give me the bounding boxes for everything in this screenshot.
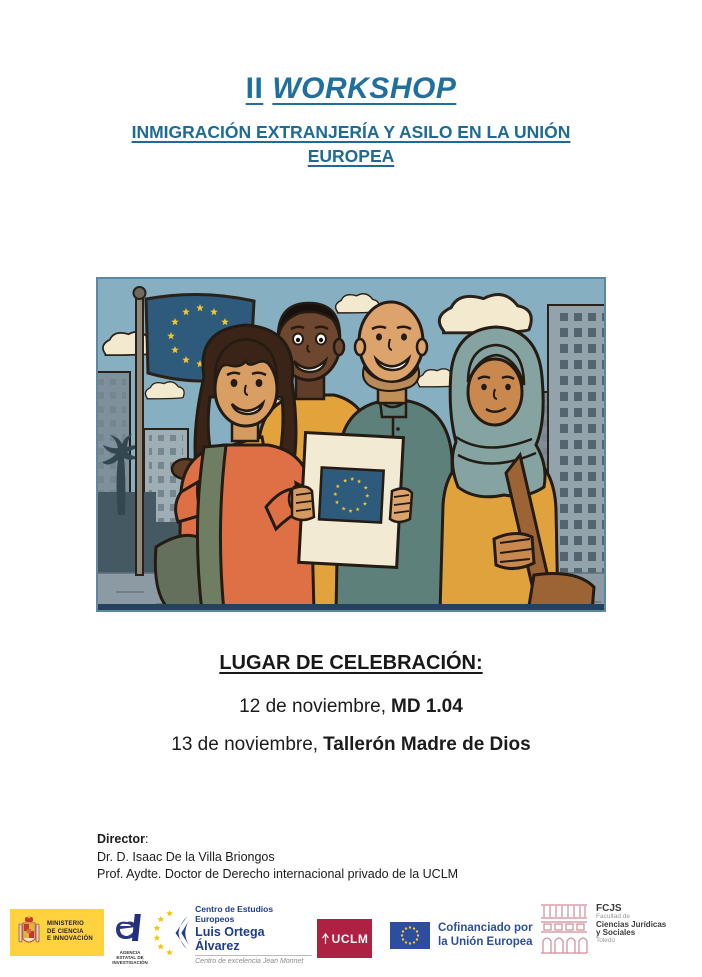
venue-heading: LUGAR DE CELEBRACIÓN: (219, 652, 483, 674)
spain-coat-of-arms-icon (16, 915, 42, 951)
centro-line3: Centro de excelencia Jean Monnet (195, 955, 312, 965)
venue-line-2: 13 de noviembre, Tallerón Madre de Dios (171, 734, 531, 755)
footer-logos (0, 900, 702, 970)
fcjs-line2: Ciencias Jurídicas (596, 920, 667, 929)
eu-flag-paper (299, 433, 404, 568)
agencia-estatal-logo: AGENCIA ESTATAL DE INVESTIGACIÓN (109, 912, 151, 962)
director-block (97, 831, 458, 884)
director-title: Prof. Aydte. Doctor de Derecho internacional privado de la UCLM (97, 867, 459, 881)
ministerio-logo: MINISTERIO DE CIENCIA E INNOVACIÓN (10, 909, 104, 956)
eu-line2: la Unión Europea (438, 936, 533, 948)
director-name: Dr. D. Isaac De la Villa Briongos (97, 849, 275, 864)
page-title (0, 72, 702, 106)
centro-line2: Luis Ortega Álvarez (195, 924, 265, 953)
fcjs-line1: Facultad de (596, 913, 630, 920)
centro-line1: Centro de Estudios Europeos (195, 903, 274, 924)
venue-building: Tallerón Madre de Dios (323, 734, 531, 755)
fcjs-title: FCJS (596, 903, 622, 914)
workshop-illustration (96, 277, 606, 612)
fcjs-line3: y Sociales (596, 928, 636, 937)
fcjs-line4: Toledo (596, 937, 616, 944)
eu-line1: Cofinanciado por (438, 922, 533, 934)
aei-e-icon (113, 912, 147, 944)
title-prefix: II (245, 72, 264, 105)
uclm-logo: UCLM (317, 919, 372, 958)
fcjs-logo (539, 903, 666, 955)
director-label-line: Director: (97, 832, 149, 846)
eu-flag-icon (390, 922, 430, 949)
eu-cofinanciado-logo (390, 921, 533, 949)
centro-estudios-europeos-logo (152, 905, 312, 963)
title-word: WORKSHOP (272, 72, 457, 105)
fcjs-building-icon (539, 903, 589, 955)
venue-line-1: 12 de noviembre, MD 1.04 (239, 696, 463, 717)
four-people-eu-flag-drawing (96, 277, 606, 612)
venue-room: MD 1.04 (391, 696, 463, 717)
page-subtitle: INMIGRACIÓN EXTRANJERÍA Y ASILO EN LA UNIÓN EUROPEA (131, 122, 571, 166)
jean-monnet-stars-icon (152, 908, 191, 960)
uclm-tree-icon (321, 933, 330, 945)
